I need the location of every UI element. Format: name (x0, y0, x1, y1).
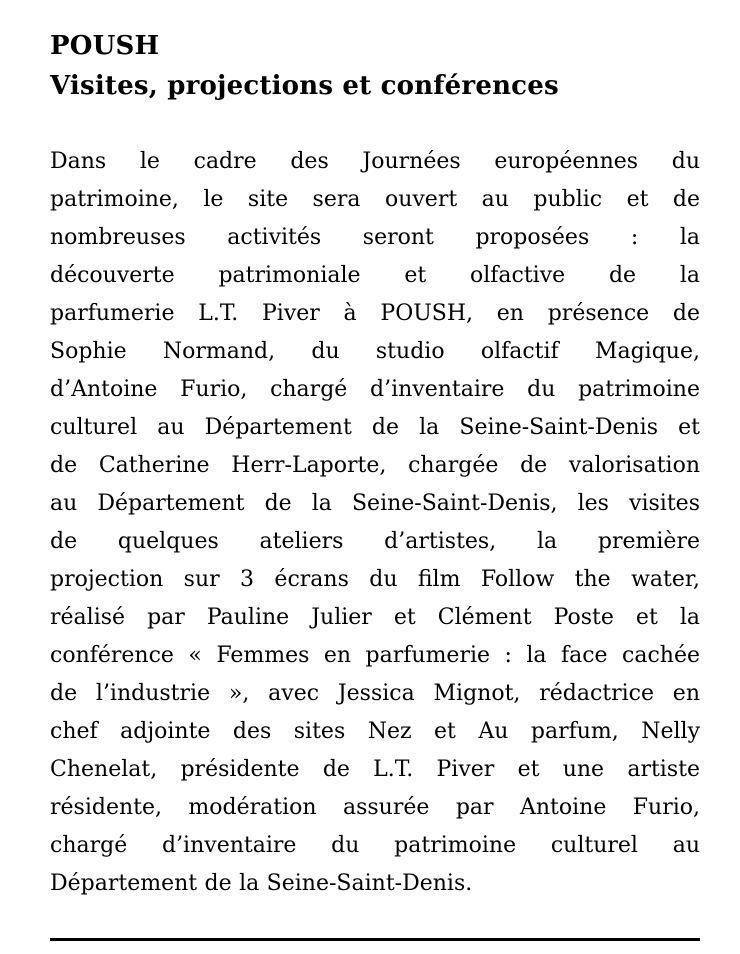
paragraph-line: d’Antoine Furio, chargé d’inventaire du patrimoine (50, 377, 700, 402)
paragraph-line: réalisé par Pauline Julier et Clément Poste et la (50, 605, 700, 630)
paragraph-line: conférence « Femmes en parfumerie : la face cachée (50, 643, 700, 668)
paragraph-line: Dans le cadre des Journées européennes du (50, 149, 700, 174)
paragraph-line: découverte patrimoniale et olfactive de la (50, 263, 700, 288)
paragraph-line: Chenelat, présidente de L.T. Piver et une artiste (50, 757, 700, 782)
paragraph-line: chargé d’inventaire du patrimoine culturel au (50, 833, 700, 858)
paragraph-line: au Département de la Seine-Saint-Denis, les visites (50, 491, 700, 516)
paragraph-line: chef adjointe des sites Nez et Au parfum, Nelly (50, 719, 700, 744)
footer-divider (50, 938, 700, 941)
paragraph-line: Département de la Seine-Saint-Denis. (50, 871, 473, 896)
paragraph-line: projection sur 3 écrans du film Follow the water, (50, 567, 700, 592)
page-subtitle: Visites, projections et conférences (50, 71, 559, 101)
paragraph-line: patrimoine, le site sera ouvert au public et de (50, 187, 700, 212)
paragraph-line: de l’industrie », avec Jessica Mignot, rédactrice en (50, 681, 700, 706)
page-title: POUSH (50, 31, 160, 61)
body-paragraph (50, 143, 700, 903)
paragraph-line: de Catherine Herr-Laporte, chargée de valorisation (50, 453, 700, 478)
paragraph-line: Sophie Normand, du studio olfactif Magique, (50, 339, 700, 364)
paragraph-line: de quelques ateliers d’artistes, la première (50, 529, 700, 554)
paragraph-line: culturel au Département de la Seine-Saint-Denis et (50, 415, 700, 440)
paragraph-line: résidente, modération assurée par Antoine Furio, (50, 795, 700, 820)
paragraph-line: parfumerie L.T. Piver à POUSH, en présence de (50, 301, 700, 326)
paragraph-line: nombreuses activités seront proposées : la (50, 225, 700, 250)
